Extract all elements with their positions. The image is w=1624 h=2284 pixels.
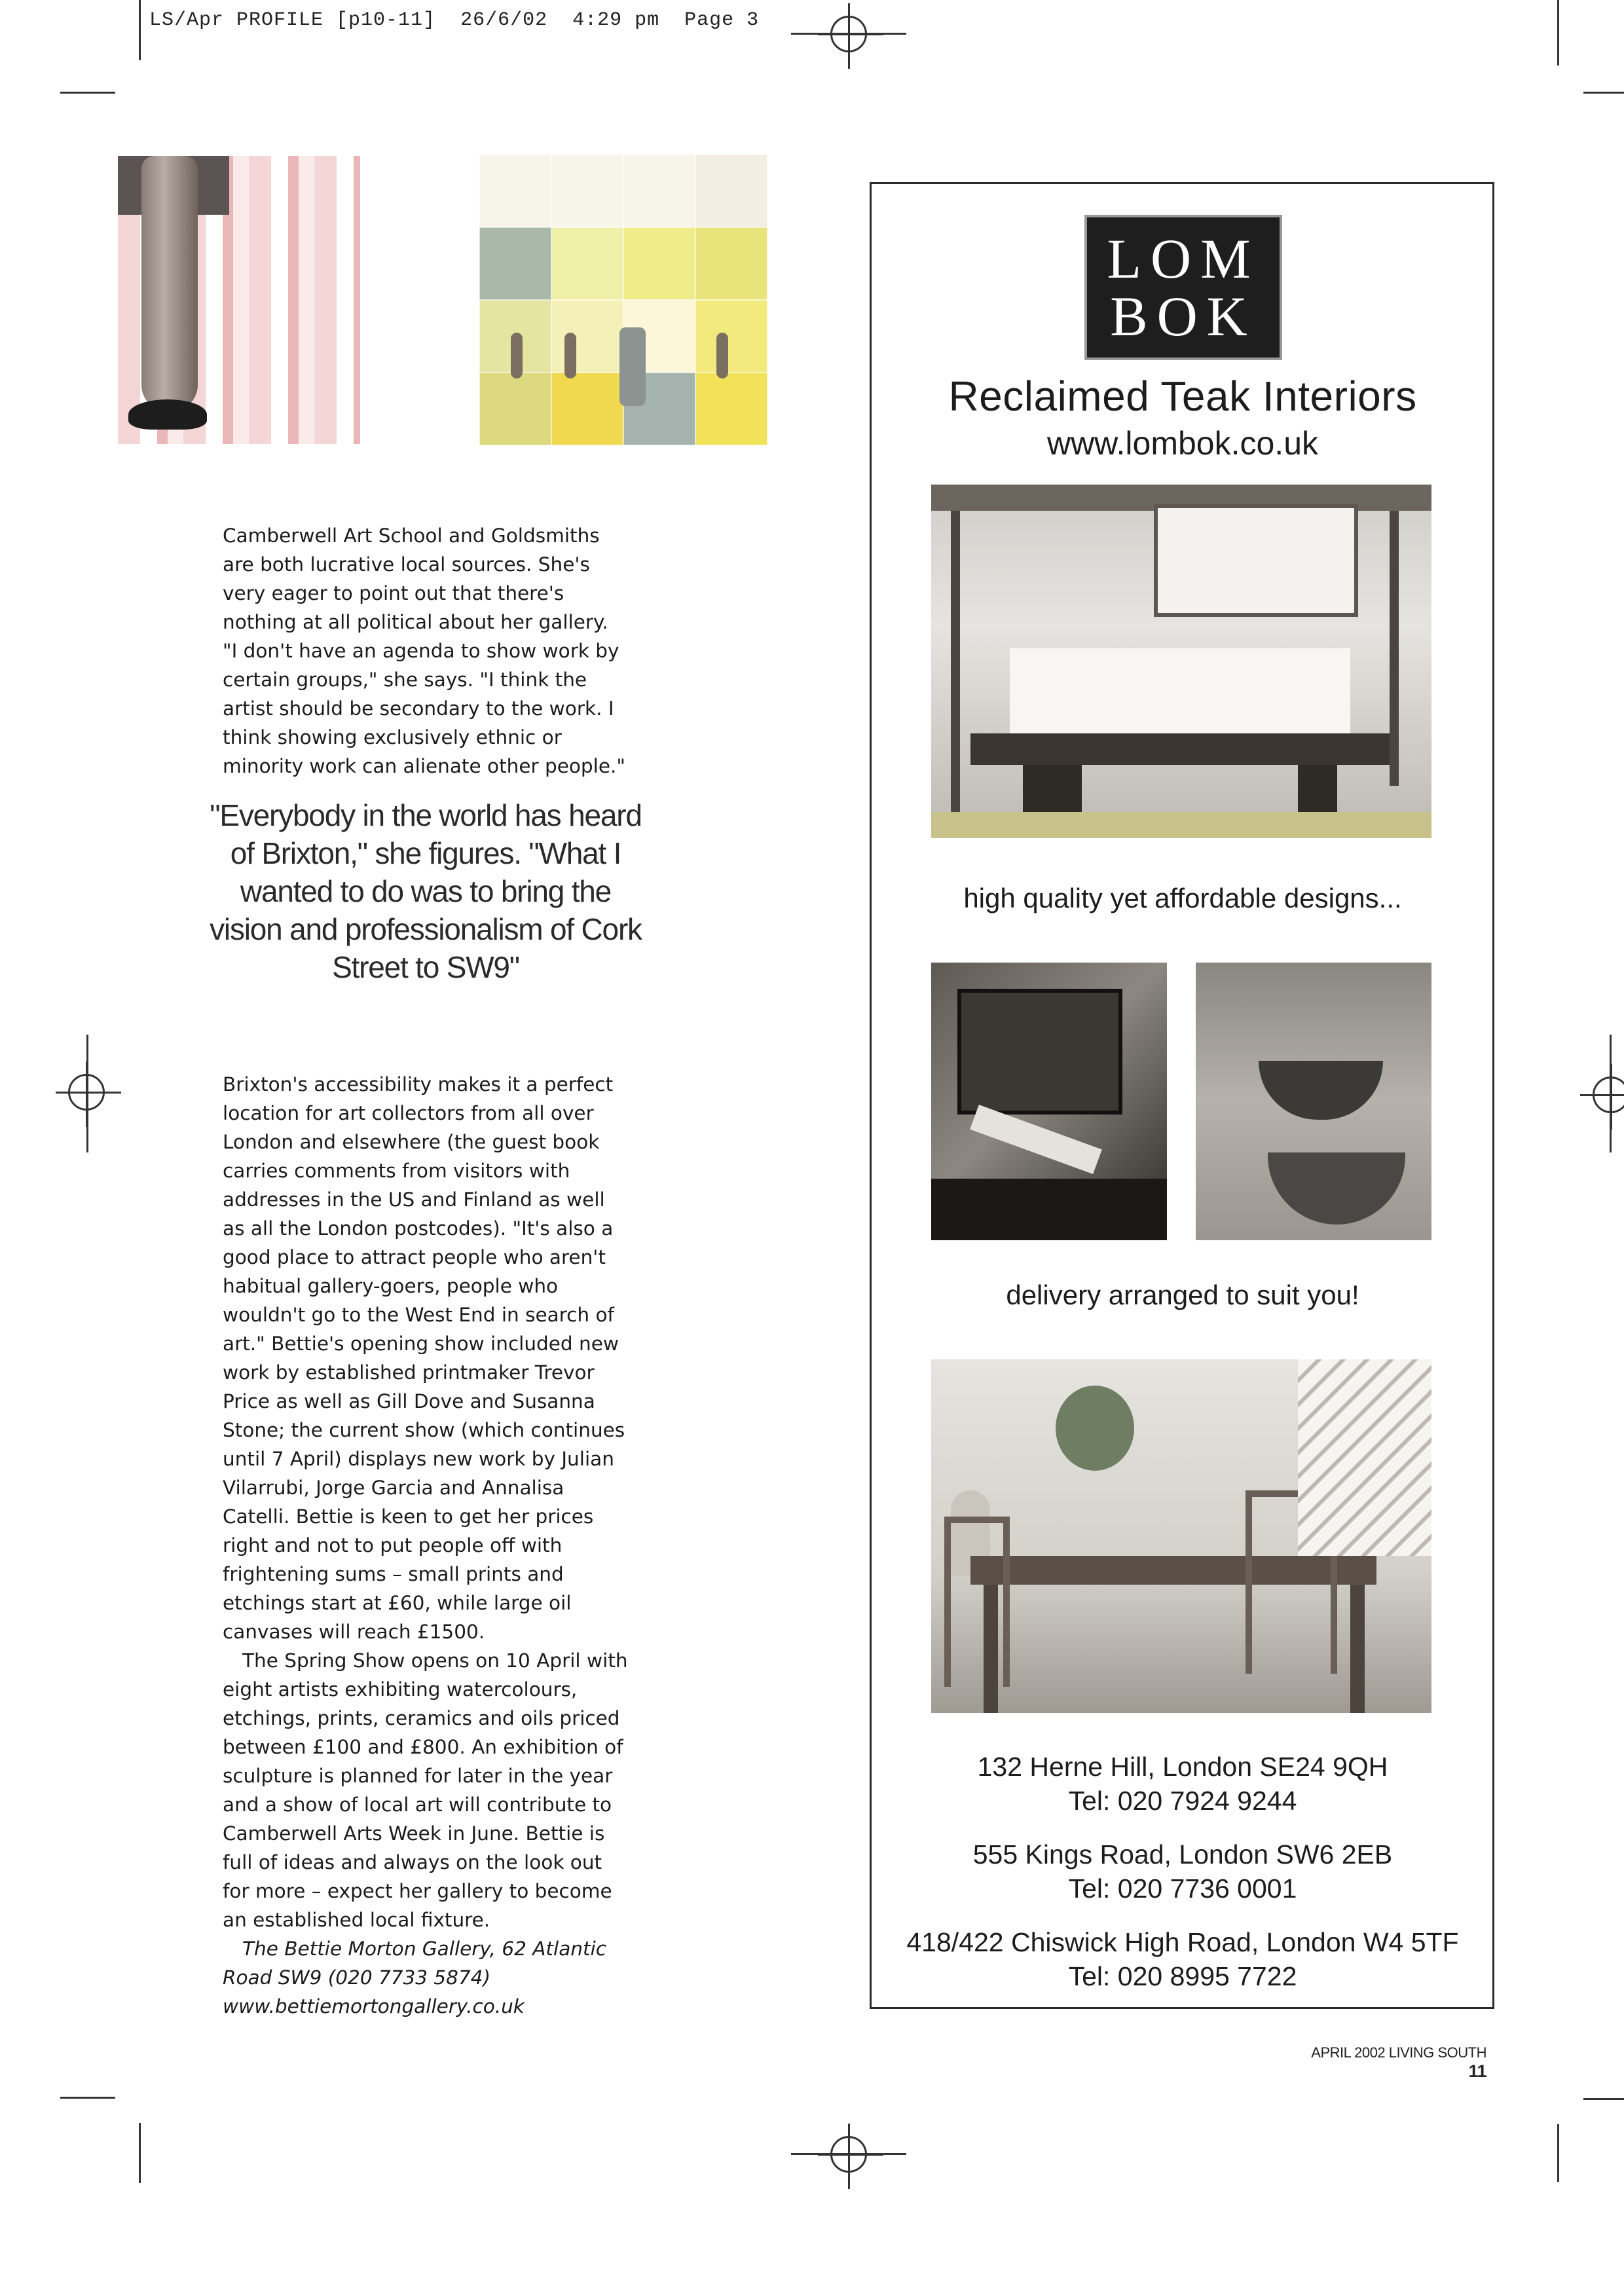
store-kings-road (875, 1837, 1490, 1906)
artwork-figure (716, 333, 728, 378)
artwork-legs-image (118, 156, 360, 444)
article-column-bottom (223, 1070, 629, 2021)
wall-decor-photo (931, 963, 1167, 1240)
gallery-credit: The Bettie Morton Gallery, 62 Atlantic Road SW9 (020 7733 5874) www.bettiemortongallery.co.uk (223, 1938, 606, 2017)
crop-mark (139, 2123, 141, 2183)
artwork-leg (141, 156, 198, 411)
crop-mark (86, 1035, 88, 1152)
pull-quote: "Everybody in the world has heard of Brixton," she figures. "What I wanted to do was to bring the vision and professionalism of Cork Street to SW9" (210, 798, 642, 984)
crop-mark (60, 92, 115, 94)
lombok-logo (1084, 215, 1282, 360)
page-folio (1297, 2044, 1486, 2082)
bowls-photo (1196, 963, 1431, 1240)
crop-mark (60, 2097, 115, 2099)
article-paragraph: Camberwell Art School and Goldsmiths are both lucrative local sources. She's very eager to point out that there's nothing at all political about her gallery. "I don't have an agenda to show work by certain groups," she says. "I think the artist should be secondary to the work. I think showing exclusively ethnic or minority work can alienate other people." (223, 525, 625, 777)
advert-title: Reclaimed Teak Interiors (948, 373, 1417, 420)
bedroom-photo (931, 485, 1431, 838)
print-slug: LS/Apr PROFILE [p10-11] 26/6/02 4:29 pm Page 3 (149, 9, 760, 31)
store-phone: Tel: 020 8995 7722 (1068, 1961, 1297, 1991)
store-address: 418/422 Chiswick High Road, London W4 5TF (906, 1927, 1459, 1957)
dining-room-photo (931, 1359, 1431, 1713)
artwork-figure (511, 333, 523, 378)
article-paragraph: Brixton's accessibility makes it a perfect location for art collectors from all over London and elsewhere (the guest book carries comments from visitors with addresses in the US and Finland as well as all the London postcodes). "It's also a good place to attract people who aren't habitual gallery-goers, people who wouldn't go to the West End in search of art." Bettie's opening show included new work by established printmaker Trevor Price as well as Gill Dove and Susanna Stone; the current show (which continues until 7 April) displays new work by Julian Vilarrubi, Jorge Garcia and Annalisa Catelli. Bettie is keen to get her prices right and not to put people off with frightening sums – small prints and etchings start at £60, while large oil canvases will reach £1500. (223, 1073, 625, 1643)
advert-tagline-delivery: delivery arranged to suit you! (1006, 1280, 1359, 1310)
store-phone: Tel: 020 7924 9244 (1068, 1786, 1297, 1816)
article-paragraph: The Spring Show opens on 10 April with eight artists exhibiting watercolours, etchings, prints, ceramics and oils priced between £100 and £800. An exhibition of sculpture is planned for later in the year and a show of local art will contribute to Camberwell Arts Week in June. Bettie is full of ideas and always on the look out for more – expect her gallery to become an established local fixture. (223, 1649, 628, 1931)
artwork-figure (619, 327, 646, 406)
artwork-shoe (128, 399, 207, 430)
store-address: 132 Herne Hill, London SE24 9QH (977, 1752, 1388, 1782)
folio-magazine: LIVING SOUTH (1388, 2044, 1486, 2061)
crop-mark (139, 0, 141, 60)
crop-mark (1557, 0, 1559, 65)
logo-line-2: BOK (1110, 285, 1257, 348)
store-chiswick (875, 1925, 1490, 1993)
crop-mark (1557, 2124, 1559, 2182)
folio-issue: APRIL 2002 (1311, 2044, 1386, 2061)
advert-tagline-quality: high quality yet affordable designs... (963, 883, 1402, 913)
registration-mark (1593, 1077, 1624, 1113)
store-address: 555 Kings Road, London SW6 2EB (972, 1839, 1393, 1870)
crop-mark (1583, 2098, 1624, 2100)
logo-line-1: LOM (1107, 227, 1260, 290)
store-phone: Tel: 020 7736 0001 (1068, 1873, 1297, 1904)
advert-url: www.lombok.co.uk (1046, 425, 1319, 462)
article-column-top (223, 521, 629, 781)
store-herne-hill (875, 1750, 1490, 1818)
crop-mark (1583, 92, 1624, 94)
crop-mark (1610, 1035, 1612, 1152)
artwork-figure (564, 333, 576, 378)
registration-mark (830, 2136, 867, 2173)
folio-page-number: 11 (1468, 2061, 1486, 2081)
registration-mark (830, 16, 867, 52)
